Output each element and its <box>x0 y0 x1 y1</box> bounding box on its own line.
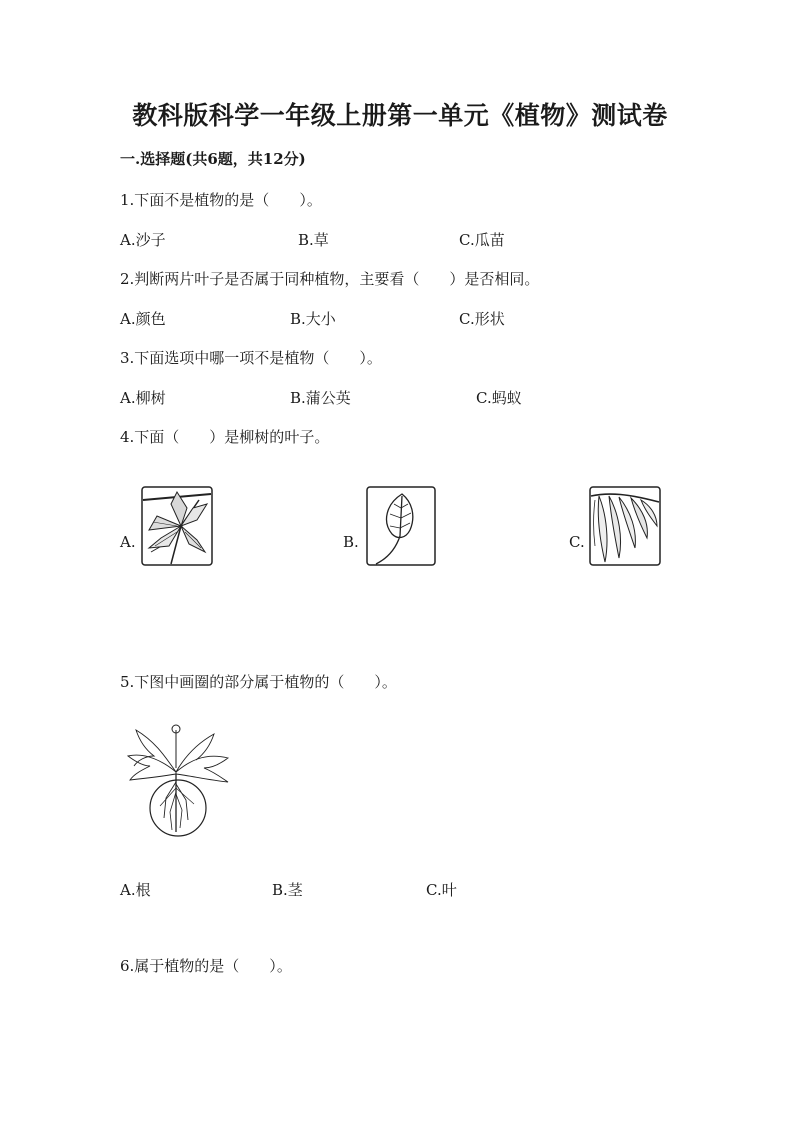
q1-option-c[interactable]: C.瓜苗 <box>459 231 505 249</box>
q5-option-b[interactable]: B.茎 <box>272 881 303 899</box>
question-4: 4.下面（ ）是柳树的叶子。 <box>120 428 330 446</box>
q3-option-c[interactable]: C.蚂蚁 <box>476 389 522 407</box>
q4-option-c[interactable]: C. <box>569 533 585 551</box>
q2-option-a[interactable]: A.颜色 <box>120 310 166 328</box>
section-heading: 一.选择题(共6题，共12分) <box>120 150 306 168</box>
page-title: 教科版科学一年级上册第一单元《植物》测试卷 <box>132 101 668 130</box>
compound-leaf-icon[interactable] <box>141 486 213 566</box>
q1-option-b[interactable]: B.草 <box>298 231 329 249</box>
q2-option-c[interactable]: C.形状 <box>459 310 505 328</box>
q5-option-a[interactable]: A.根 <box>120 881 151 899</box>
q3-option-b[interactable]: B.蒲公英 <box>290 389 351 407</box>
q1-option-a[interactable]: A.沙子 <box>120 231 166 249</box>
q4-option-a[interactable]: A. <box>120 533 136 551</box>
willow-leaf-icon[interactable] <box>589 486 661 566</box>
question-1: 1.下面不是植物的是（ ）。 <box>120 191 322 209</box>
single-leaf-icon[interactable] <box>366 486 436 566</box>
q2-option-b[interactable]: B.大小 <box>290 310 336 328</box>
q4-option-b[interactable]: B. <box>343 533 359 551</box>
q5-option-c[interactable]: C.叶 <box>426 881 457 899</box>
question-5: 5.下图中画圈的部分属于植物的（ ）。 <box>120 673 397 691</box>
q3-option-a[interactable]: A.柳树 <box>120 389 166 407</box>
question-3: 3.下面选项中哪一项不是植物（ ）。 <box>120 349 382 367</box>
question-6: 6.属于植物的是（ ）。 <box>120 957 292 975</box>
dandelion-illustration-icon <box>124 722 234 838</box>
question-2: 2.判断两片叶子是否属于同种植物，主要看（ ）是否相同。 <box>120 270 540 288</box>
